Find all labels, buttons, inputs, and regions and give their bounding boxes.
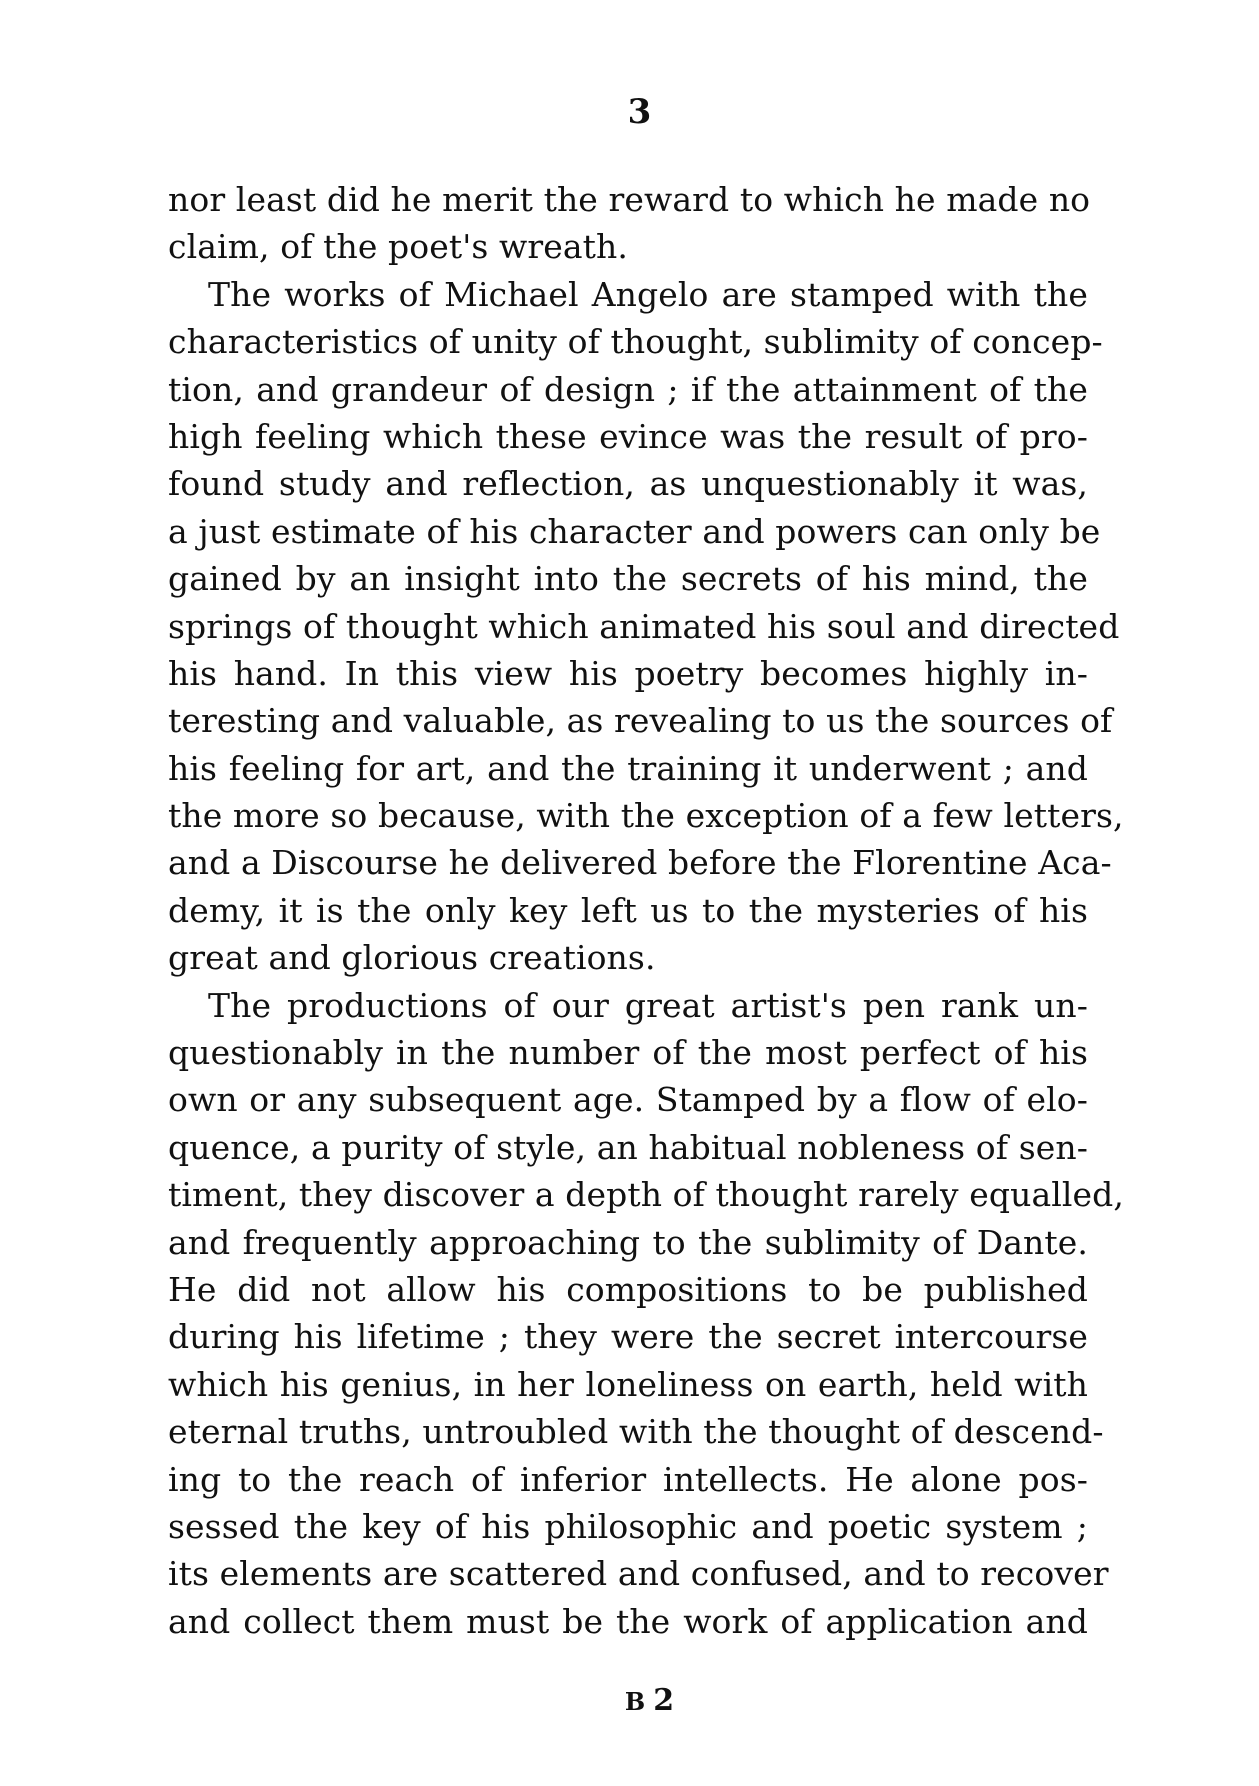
signature-letter: B (624, 1687, 646, 1716)
text-line: found study and reflection, as unquestionably it was, (168, 464, 1088, 504)
text-line: questionably in the number of the most perfect of his (168, 1033, 1088, 1073)
text-line: great and glorious creations. (168, 938, 656, 978)
text-line: eternal truths, untroubled with the thought of descend- (168, 1412, 1104, 1452)
text-line: ing to the reach of inferior intellects. He alone pos- (168, 1459, 1088, 1499)
text-line: own or any subsequent age. Stamped by a flow of elo- (168, 1080, 1088, 1120)
signature-mark (20, 1683, 1259, 1718)
text-line: and frequently approaching to the sublimity of Dante. (168, 1222, 1088, 1262)
signature-number: 2 (653, 1683, 675, 1718)
text-line: his hand. In this view his poetry becomes highly in- (168, 653, 1088, 693)
text-line: nor least did he merit the reward to which he made no (168, 180, 1091, 219)
text-line: high feeling which these evince was the result of pro- (168, 416, 1088, 456)
text-line: springs of thought which animated his soul and directed (168, 606, 1120, 646)
text-line: demy, it is the only key left us to the mysteries of his (168, 890, 1088, 930)
text-line: and collect them must be the work of application and (168, 1601, 1088, 1641)
body-text (168, 176, 1124, 1645)
text-line: which his genius, in her loneliness on earth, held with (168, 1364, 1088, 1404)
text-line: teresting and valuable, as revealing to us the sources of (168, 701, 1113, 741)
text-line: The works of Michael Angelo are stamped with the (208, 274, 1088, 314)
text-line: during his lifetime ; they were the secret intercourse (168, 1317, 1088, 1357)
text-line: its elements are scattered and confused, and to recover (168, 1554, 1109, 1594)
text-line: quence, a purity of style, an habitual nobleness of sen- (168, 1127, 1088, 1167)
text-line: gained by an insight into the secrets of his mind, the (168, 559, 1088, 599)
text-line: and a Discourse he delivered before the Florentine Aca- (168, 843, 1112, 883)
text-line: the more so because, with the exception of a few letters, (168, 796, 1124, 836)
text-line: claim, of the poet's wreath. (168, 227, 628, 267)
text-line: The productions of our great artist's pen rank un- (208, 985, 1088, 1025)
text-line: his feeling for art, and the training it underwent ; and (168, 748, 1088, 788)
text-line: sessed the key of his philosophic and poetic system ; (168, 1506, 1088, 1546)
page-number: 3 (627, 92, 652, 132)
text-line: timent, they discover a depth of thought rarely equalled, (168, 1175, 1124, 1215)
text-line: a just estimate of his character and powers can only be (168, 511, 1101, 551)
text-line: tion, and grandeur of design ; if the attainment of the (168, 369, 1088, 409)
text-line: characteristics of unity of thought, sublimity of concep- (168, 322, 1103, 362)
text-line: He did not allow his compositions to be published (168, 1269, 1088, 1309)
